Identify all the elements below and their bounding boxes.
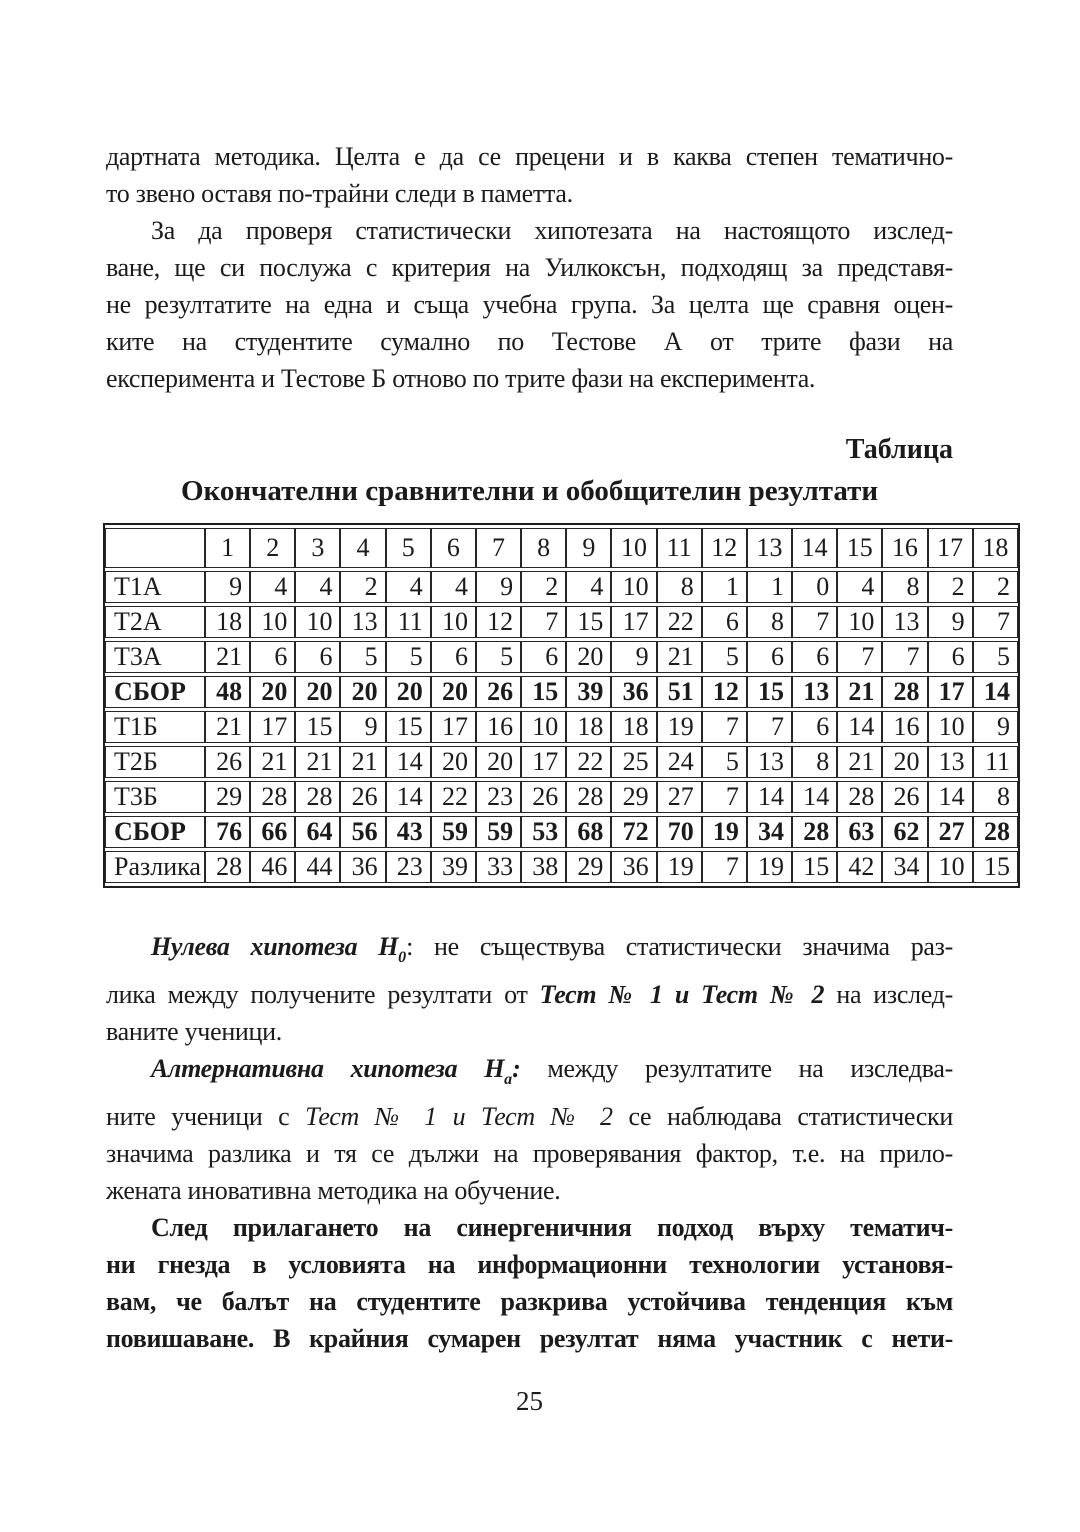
table-cell: 14 (928, 781, 973, 813)
table-cell: 6 (250, 641, 295, 673)
text-segment: ни гнезда в условията на информационни технологии установя- (106, 1250, 953, 1279)
table-cell: 6 (702, 606, 747, 638)
table-cell: 28 (566, 781, 611, 813)
table-cell: 21 (837, 746, 882, 778)
table-cell: 4 (295, 571, 340, 603)
row-label: Т2А (105, 606, 205, 638)
table-cell: 18 (205, 606, 250, 638)
table-cell: 9 (928, 606, 973, 638)
table-cell: 5 (973, 641, 1018, 673)
table-cell: 6 (521, 641, 566, 673)
table-cell: 4 (566, 571, 611, 603)
table-cell: 9 (340, 711, 385, 743)
table-cell: 1 (747, 571, 792, 603)
column-header: 16 (882, 528, 927, 568)
table-cell: 8 (792, 746, 837, 778)
table-cell: 20 (386, 676, 431, 708)
table-cell: 22 (657, 606, 702, 638)
table-cell: 26 (476, 676, 521, 708)
table-cell: 6 (792, 711, 837, 743)
table-cell: 17 (521, 746, 566, 778)
paragraph-block-top (106, 138, 953, 397)
table-cell: 21 (657, 641, 702, 673)
table-cell: 15 (295, 711, 340, 743)
text-line (106, 1283, 953, 1320)
text-line (106, 1172, 953, 1209)
table-cell: 15 (521, 676, 566, 708)
table-cell: 15 (973, 851, 1018, 883)
row-label: СБОР (105, 816, 205, 848)
table-cell: 2 (928, 571, 973, 603)
table-cell: 26 (882, 781, 927, 813)
text-line (106, 249, 953, 286)
text-segment: то звено оставя по-трайни следи в паметта. (106, 179, 573, 208)
table-cell: 17 (250, 711, 295, 743)
table-cell: 26 (205, 746, 250, 778)
table-cell: 21 (205, 711, 250, 743)
text-segment: не резултатите на една и съща учебна група. За целта ще сравня оцен- (106, 290, 953, 319)
text-line (106, 212, 953, 249)
table-cell: 36 (611, 676, 656, 708)
table-cell: 19 (657, 711, 702, 743)
table-cell: 38 (521, 851, 566, 883)
table-cell: 5 (340, 641, 385, 673)
table-cell: 59 (476, 816, 521, 848)
table-cell: 39 (566, 676, 611, 708)
table-cell: 48 (205, 676, 250, 708)
table-cell: 39 (431, 851, 476, 883)
text-segment: повишаване. В крайния сумарен резултат няма участник с нети- (106, 1324, 953, 1353)
table-row (105, 606, 1018, 638)
table-cell: 0 (792, 571, 837, 603)
table-cell: 7 (747, 711, 792, 743)
row-label: Т1Б (105, 711, 205, 743)
table-cell: 15 (386, 711, 431, 743)
paragraph (106, 138, 953, 212)
table-cell: 8 (882, 571, 927, 603)
column-header: 2 (250, 528, 295, 568)
text-segment: 0 (398, 949, 407, 966)
table-cell: 19 (747, 851, 792, 883)
table-cell: 26 (521, 781, 566, 813)
text-line (106, 1098, 953, 1135)
table-row (105, 851, 1018, 883)
table-row (105, 781, 1018, 813)
table-cell: 20 (431, 676, 476, 708)
table-cell: 26 (340, 781, 385, 813)
table-cell: 14 (747, 781, 792, 813)
column-header: 9 (566, 528, 611, 568)
column-header: 18 (973, 528, 1018, 568)
table-cell: 4 (250, 571, 295, 603)
paragraph (106, 1209, 953, 1357)
text-segment: се наблюдава статистически (612, 1102, 953, 1131)
table-cell: 11 (973, 746, 1018, 778)
table-row (105, 816, 1018, 848)
table-cell: 23 (386, 851, 431, 883)
table-cell: 11 (386, 606, 431, 638)
table-cell: 15 (747, 676, 792, 708)
table-cell: 2 (521, 571, 566, 603)
text-segment: Алтернативна хипотеза Н (151, 1054, 505, 1083)
column-header: 3 (295, 528, 340, 568)
table-cell: 56 (340, 816, 385, 848)
table-cell: 8 (747, 606, 792, 638)
text-segment: ваните ученици. (106, 1017, 282, 1046)
table-cell: 4 (837, 571, 882, 603)
table-cell: 25 (611, 746, 656, 778)
table-cell: 53 (521, 816, 566, 848)
text-segment: на изслед- (824, 980, 953, 1009)
text-segment: ните ученици с (106, 1102, 306, 1131)
text-segment: След прилагането на синергеничния подход върху тематич- (151, 1213, 953, 1242)
column-header: 10 (611, 528, 656, 568)
table-cell: 4 (386, 571, 431, 603)
table-cell: 10 (431, 606, 476, 638)
table-cell: 7 (521, 606, 566, 638)
table-cell: 6 (747, 641, 792, 673)
row-label: Т3Б (105, 781, 205, 813)
text-line (106, 175, 953, 212)
table-cell: 34 (882, 851, 927, 883)
table-cell: 28 (973, 816, 1018, 848)
table-cell: 46 (250, 851, 295, 883)
table-cell: 68 (566, 816, 611, 848)
text-line (106, 360, 953, 397)
column-header: 7 (476, 528, 521, 568)
table-cell: 19 (702, 816, 747, 848)
table-cell: 4 (431, 571, 476, 603)
table-cell: 42 (837, 851, 882, 883)
row-label: СБОР (105, 676, 205, 708)
table-cell: 20 (340, 676, 385, 708)
table-cell: 29 (566, 851, 611, 883)
text-line (106, 323, 953, 360)
text-segment: значима разлика и тя се дължи на проверявания фактор, т.е. на прило- (106, 1139, 953, 1168)
table-cell: 14 (837, 711, 882, 743)
text-segment: Тест № 1 и Тест № 2 (539, 980, 825, 1009)
table-cell: 70 (657, 816, 702, 848)
table-cell: 6 (792, 641, 837, 673)
text-segment: За да проверя статистически хипотезата на настоящото изслед- (151, 216, 953, 245)
column-header: 12 (702, 528, 747, 568)
table-cell: 22 (431, 781, 476, 813)
table-row (105, 641, 1018, 673)
table-cell: 8 (973, 781, 1018, 813)
text-line (106, 1320, 953, 1357)
table-cell: 15 (792, 851, 837, 883)
table-cell: 27 (928, 816, 973, 848)
table-cell: 28 (882, 676, 927, 708)
table-cell: 12 (702, 676, 747, 708)
column-header: 13 (747, 528, 792, 568)
table-cell: 33 (476, 851, 521, 883)
table-cell: 6 (928, 641, 973, 673)
column-header: 11 (657, 528, 702, 568)
table-cell: 15 (566, 606, 611, 638)
table-cell: 16 (476, 711, 521, 743)
text-segment: ките на студентите сумално по Тестове А от трите фази на (106, 327, 953, 356)
table-cell: 44 (295, 851, 340, 883)
table-cell: 29 (205, 781, 250, 813)
page-number: 25 (516, 1386, 543, 1416)
table-cell: 17 (431, 711, 476, 743)
column-header: 4 (340, 528, 385, 568)
text-segment: между резултатите на изследва- (520, 1054, 953, 1083)
table-title: Окончателни сравнителни и обобщителин резултати (180, 475, 879, 507)
table-cell: 10 (928, 711, 973, 743)
text-line (106, 1246, 953, 1283)
table-label: Таблица (845, 434, 953, 465)
table-cell: 66 (250, 816, 295, 848)
text-segment: лика между получените резултати от (106, 980, 540, 1009)
table-cell: 10 (295, 606, 340, 638)
text-segment: : не съществува статистически значима раз- (406, 932, 953, 961)
table-cell: 13 (928, 746, 973, 778)
text-segment: Нулева хипотеза Н (151, 932, 399, 961)
table-cell: 27 (657, 781, 702, 813)
table-cell: 17 (928, 676, 973, 708)
table-row (105, 711, 1018, 743)
table-header-row (105, 528, 1018, 568)
table-cell: 5 (476, 641, 521, 673)
table-cell: 7 (792, 606, 837, 638)
results-table (103, 523, 1020, 888)
row-label: Т1А (105, 571, 205, 603)
table-cell: 13 (882, 606, 927, 638)
table-cell: 13 (792, 676, 837, 708)
table-cell: 20 (431, 746, 476, 778)
table-cell: 10 (837, 606, 882, 638)
table-cell: 19 (657, 851, 702, 883)
table-cell: 62 (882, 816, 927, 848)
table-cell: 7 (702, 781, 747, 813)
table-cell: 21 (340, 746, 385, 778)
table-cell: 24 (657, 746, 702, 778)
column-header: 1 (205, 528, 250, 568)
table-cell: 28 (250, 781, 295, 813)
table-cell: 76 (205, 816, 250, 848)
table-cell: 10 (928, 851, 973, 883)
table-cell: 20 (295, 676, 340, 708)
paragraph (106, 928, 953, 1050)
paragraph (106, 1050, 953, 1209)
table-row (105, 676, 1018, 708)
table-cell: 34 (747, 816, 792, 848)
table-cell: 7 (973, 606, 1018, 638)
table-cell: 13 (340, 606, 385, 638)
text-line (106, 1050, 953, 1098)
text-line (106, 928, 953, 976)
table-cell: 14 (792, 781, 837, 813)
column-header: 15 (837, 528, 882, 568)
column-header: 6 (431, 528, 476, 568)
table-cell: 22 (566, 746, 611, 778)
text-segment: жената иновативна методика на обучение. (106, 1176, 561, 1205)
row-label: Разлика (105, 851, 205, 883)
table-cell: 9 (205, 571, 250, 603)
text-line (106, 976, 953, 1013)
column-header: 14 (792, 528, 837, 568)
table-cell: 7 (702, 711, 747, 743)
table-cell: 14 (973, 676, 1018, 708)
row-label: Т2Б (105, 746, 205, 778)
table-cell: 64 (295, 816, 340, 848)
text-segment: дартната методика. Целта е да се прецени и в каква степен тематично- (106, 142, 953, 171)
column-header: 8 (521, 528, 566, 568)
table-cell: 5 (702, 746, 747, 778)
table-cell: 23 (476, 781, 521, 813)
table-cell: 6 (295, 641, 340, 673)
table-cell: 14 (386, 781, 431, 813)
text-segment: вам, че балът на студентите разкрива устойчива тенденция към (106, 1287, 953, 1316)
table-cell: 20 (250, 676, 295, 708)
table-cell: 51 (657, 676, 702, 708)
table-cell: 13 (747, 746, 792, 778)
row-label: Т3А (105, 641, 205, 673)
table-cell: 12 (476, 606, 521, 638)
table-cell: 28 (837, 781, 882, 813)
table-cell: 28 (792, 816, 837, 848)
table-cell: 21 (250, 746, 295, 778)
table-cell: 28 (205, 851, 250, 883)
table-cell: 14 (386, 746, 431, 778)
text-line (106, 1135, 953, 1172)
table-cell: 5 (386, 641, 431, 673)
table-cell: 7 (837, 641, 882, 673)
table-cell: 1 (702, 571, 747, 603)
text-line (106, 138, 953, 175)
table-cell: 72 (611, 816, 656, 848)
table-cell: 59 (431, 816, 476, 848)
table-cell: 21 (205, 641, 250, 673)
table-cell: 16 (882, 711, 927, 743)
table-cell: 6 (431, 641, 476, 673)
text-line (106, 1013, 953, 1050)
table-cell: 9 (611, 641, 656, 673)
table-cell: 2 (340, 571, 385, 603)
table-cell: 20 (566, 641, 611, 673)
table-cell: 10 (250, 606, 295, 638)
table-cell: 20 (476, 746, 521, 778)
table-cell: 21 (295, 746, 340, 778)
table-cell: 10 (611, 571, 656, 603)
text-line (106, 1209, 953, 1246)
column-header: 17 (928, 528, 973, 568)
table-cell: 9 (476, 571, 521, 603)
table-cell: 18 (566, 711, 611, 743)
table-cell: 18 (611, 711, 656, 743)
table-cell: 29 (611, 781, 656, 813)
text-segment: : (512, 1054, 521, 1083)
table-cell: 36 (611, 851, 656, 883)
table-cell: 9 (973, 711, 1018, 743)
text-segment: Тест № 1 и Тест № 2 (305, 1102, 613, 1131)
text-segment: експеримента и Тестове Б отново по трите фази на експеримента. (106, 364, 816, 393)
table-cell: 43 (386, 816, 431, 848)
column-header: 5 (386, 528, 431, 568)
text-segment: ване, ще си послужа с критерия на Уилкоксън, подходящ за представя- (106, 253, 953, 282)
table-cell: 20 (882, 746, 927, 778)
table-cell: 8 (657, 571, 702, 603)
text-line (106, 286, 953, 323)
table-cell: 36 (340, 851, 385, 883)
table-row (105, 746, 1018, 778)
text-segment: а (504, 1071, 513, 1088)
table-cell: 5 (702, 641, 747, 673)
table-cell: 10 (521, 711, 566, 743)
table-cell: 17 (611, 606, 656, 638)
table-cell: 7 (702, 851, 747, 883)
table-cell: 21 (837, 676, 882, 708)
table-row (105, 571, 1018, 603)
paragraph (106, 212, 953, 397)
table-cell: 63 (837, 816, 882, 848)
table-cell: 28 (295, 781, 340, 813)
paragraph-block-bottom (106, 928, 953, 1357)
table-corner-cell (105, 528, 205, 568)
table-cell: 2 (973, 571, 1018, 603)
table-cell: 7 (882, 641, 927, 673)
